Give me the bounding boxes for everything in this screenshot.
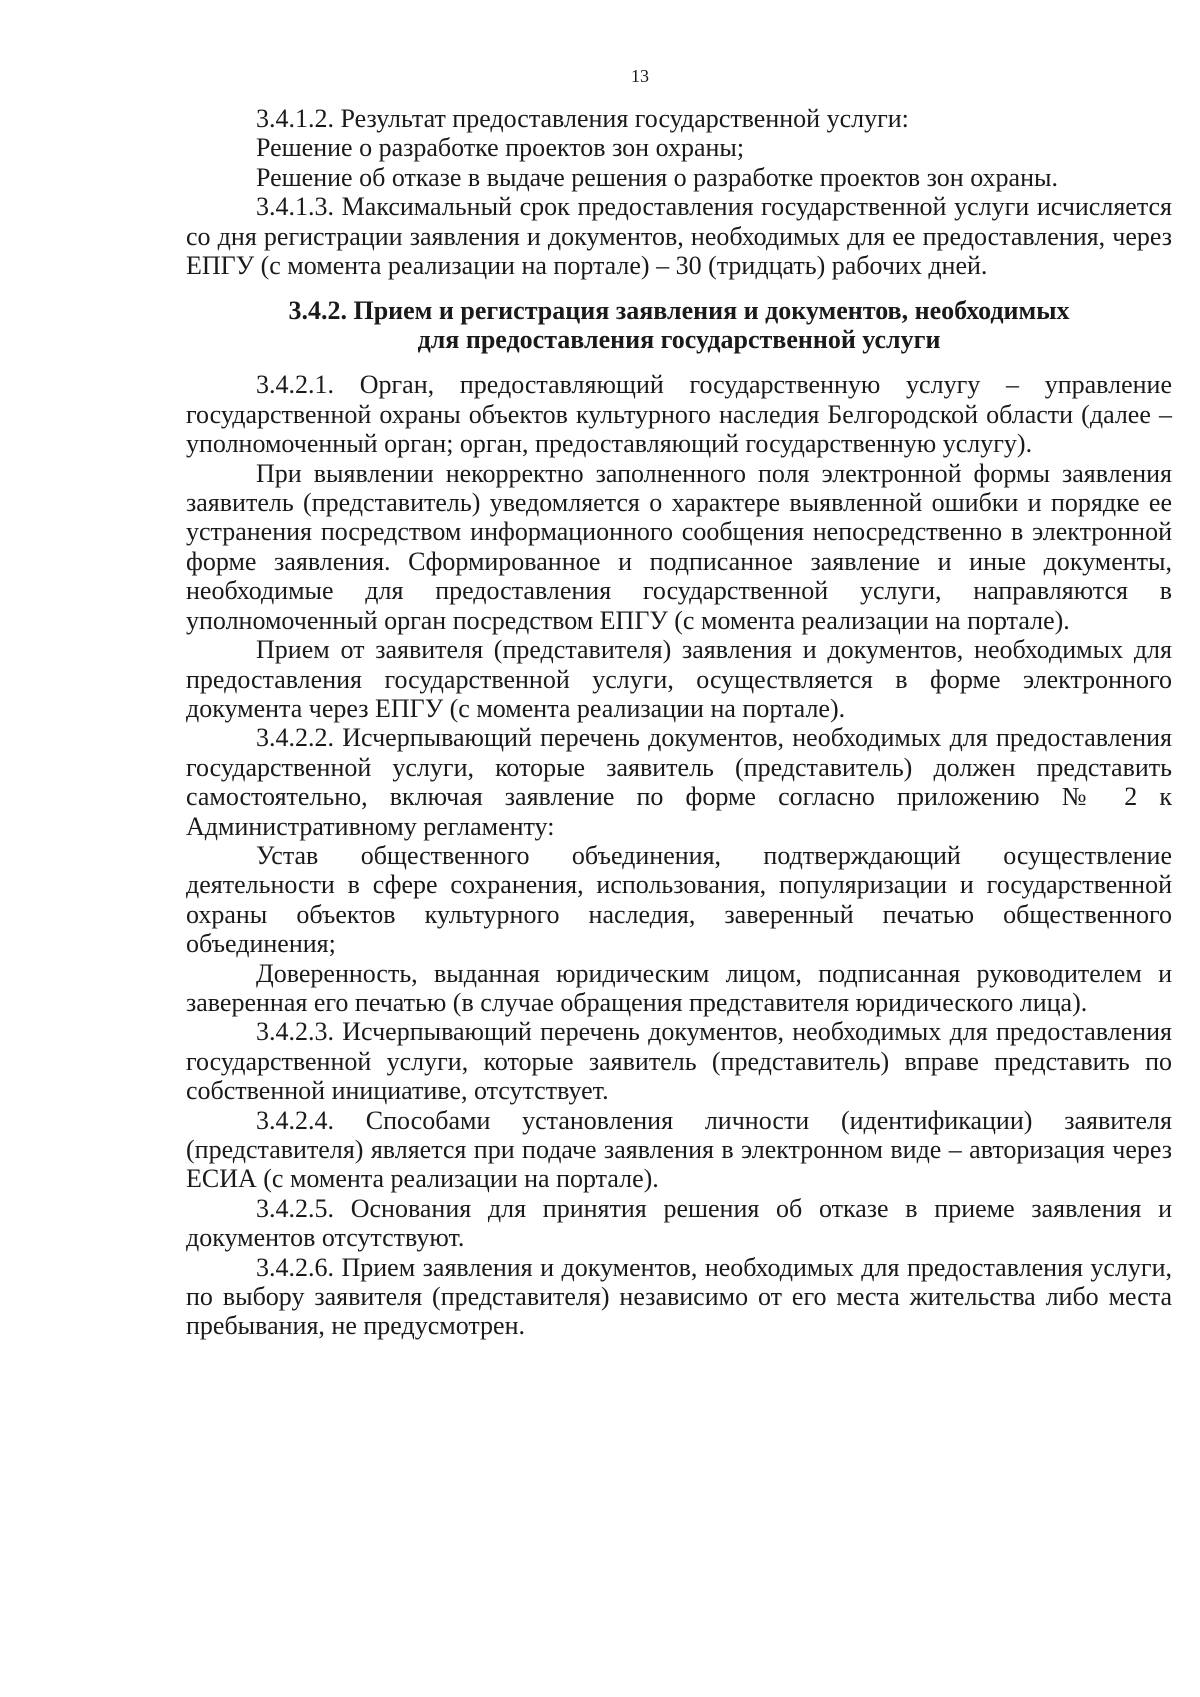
section-heading-line-2: для предоставления государственной услуги bbox=[417, 325, 941, 355]
paragraph-3-4-2-5: 3.4.2.5. Основания для принятия решения об отказе в приеме заявления и документов отсутствуют. bbox=[186, 1193, 1172, 1253]
section-heading-line-1: 3.4.2. Прием и регистрация заявления и документов, необходимых bbox=[288, 296, 1070, 326]
paragraph-reception: Прием от заявителя (представителя) заявления и документов, необходимых для предоставления государственной услуги, осуществляется в форме электронного документа через ЕПГУ (с момента реализации на портале). bbox=[186, 635, 1172, 723]
page-number: 13 bbox=[631, 66, 649, 86]
paragraph-decision-refuse: Решение об отказе в выдаче решения о разработке проектов зон охраны. bbox=[256, 162, 1058, 192]
section-heading-3-4-2 bbox=[186, 296, 1172, 354]
paragraph-decision-develop: Решение о разработке проектов зон охраны; bbox=[256, 133, 745, 163]
paragraph-3-4-2-1: 3.4.2.1. Орган, предоставляющий государственную услугу – управление государственной охраны объектов культурного наследия Белгородской области (далее – уполномоченный орган; орган, предоставляющий государственную услугу). bbox=[186, 370, 1172, 459]
paragraph-3-4-2-6: 3.4.2.6. Прием заявления и документов, необходимых для предоставления услуги, по выбору заявителя (представителя) независимо от его места жительства либо места пребывания, не предусмотрен. bbox=[186, 1252, 1172, 1341]
paragraph-3-4-2-4: 3.4.2.4. Способами установления личности (идентификации) заявителя (представителя) является при подаче заявления в электронном виде – авторизация через ЕСИА (с момента реализации на портале). bbox=[186, 1105, 1172, 1194]
paragraph-3-4-1-3: 3.4.1.3. Максимальный срок предоставления государственной услуги исчисляется со дня регистрации заявления и документов, необходимых для ее предоставления, через ЕПГУ (с момента реализации на портале) – 30 (тридцать) рабочих дней. bbox=[186, 192, 1172, 281]
paragraph-3-4-2-2: 3.4.2.2. Исчерпывающий перечень документов, необходимых для предоставления государственной услуги, которые заявитель (представитель) должен представить самостоятельно, включая заявление по форме согласно приложению № 2 к Административному регламенту: bbox=[186, 723, 1172, 841]
paragraph-3-4-2-3: 3.4.2.3. Исчерпывающий перечень документов, необходимых для предоставления государственной услуги, которые заявитель (представитель) вправе представить по собственной инициативе, отсутствует. bbox=[186, 1017, 1172, 1106]
paragraph-incorrect-field: При выявлении некорректно заполненного поля электронной формы заявления заявитель (представитель) уведомляется о характере выявленной ошибки и порядке ее устранения посредством информационного сообщения непосредственно в электронной форме заявления. Сформированное и подписанное заявление и иные документы, необходимые для предоставления государственной услуги, направляются в уполномоченный орган посредством ЕПГУ (с момента реализации на портале). bbox=[186, 458, 1172, 635]
paragraph-3-4-1-2: 3.4.1.2. Результат предоставления государственной услуги: bbox=[256, 104, 909, 133]
paragraph-power-of-attorney: Доверенность, выданная юридическим лицом, подписанная руководителем и заверенная его печатью (в случае обращения представителя юридического лица). bbox=[186, 958, 1172, 1017]
paragraph-charter: Устав общественного объединения, подтверждающий осуществление деятельности в сфере сохранения, использования, популяризации и государственной охраны объектов культурного наследия, заверенный печатью общественного объединения; bbox=[186, 840, 1172, 959]
document-body bbox=[186, 104, 1172, 1341]
